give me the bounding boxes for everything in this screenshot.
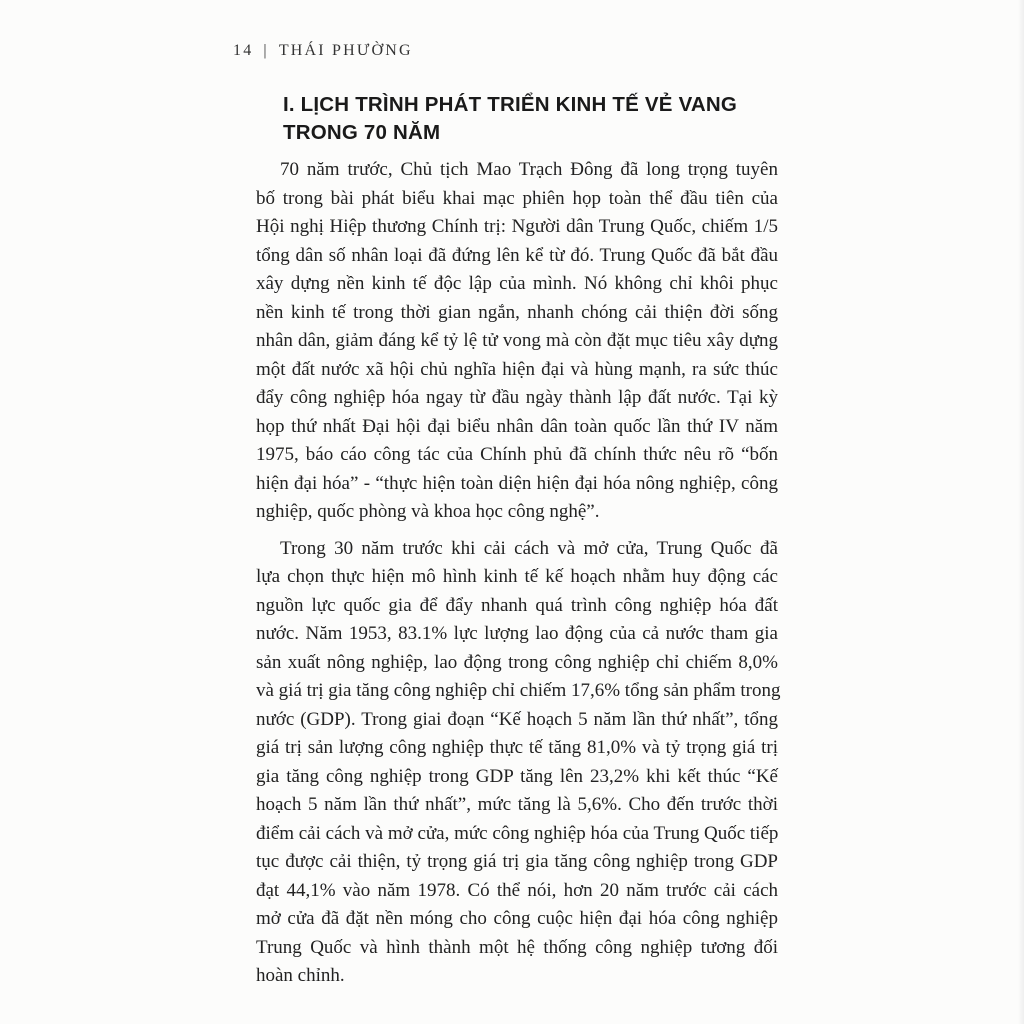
text-line: và giá trị gia tăng công nghiệp chỉ chiếm 17,6% tổng sản phẩm trong [256, 680, 781, 701]
header-separator: | [263, 42, 269, 59]
text-line: nhân dân, giảm đáng kể tỷ lệ tử vong mà còn đặt mục tiêu xây dựng [256, 330, 778, 351]
section-heading-line-1: I. LỊCH TRÌNH PHÁT TRIỂN KINH TẾ VẺ VANG [283, 93, 738, 116]
text-line: nền kinh tế trong thời gian ngắn, nhanh chóng cải thiện đời sống [256, 301, 778, 323]
section-heading [283, 91, 783, 147]
paragraph [256, 156, 778, 527]
text-line: đạt 44,1% vào năm 1978. Có thể nói, hơn 20 năm trước cải cách [256, 879, 778, 901]
text-line: xây dựng nền kinh tế độc lập của mình. Nó không chỉ khôi phục [256, 273, 778, 294]
text-line: Trung Quốc và hình thành một hệ thống công nghiệp tương đối [256, 936, 778, 958]
text-line: một đất nước xã hội chủ nghĩa hiện đại và hùng mạnh, ra sức thúc [256, 358, 778, 380]
text-line: điểm cải cách và mở cửa, mức công nghiệp hóa của Trung Quốc tiếp [256, 822, 779, 844]
text-line: 1975, báo cáo công tác của Chính phủ đã chính thức nêu rõ “bốn [256, 444, 778, 465]
running-header [233, 42, 413, 60]
text-line: nguồn lực quốc gia để đẩy nhanh quá trình công nghiệp hóa đất [256, 594, 778, 616]
author-name: THÁI PHƯỜNG [278, 42, 413, 59]
text-line: tổng dân số nhân loại đã đứng lên kể từ đó. Trung Quốc đã bắt đầu [256, 244, 778, 266]
page-edge-shadow [1018, 0, 1024, 1024]
text-line: hiện đại hóa” - “thực hiện toàn diện hiện đại hóa nông nghiệp, công [256, 472, 778, 494]
text-line: Trong 30 năm trước khi cải cách và mở cửa, Trung Quốc đã [280, 537, 778, 559]
page-number: 14 [233, 42, 254, 59]
text-line: lựa chọn thực hiện mô hình kinh tế kế hoạch nhằm huy động các [256, 566, 778, 587]
text-line: tục được cải thiện, tỷ trọng giá trị gia tăng công nghiệp trong GDP [256, 851, 778, 872]
section-heading-line-2: TRONG 70 NĂM [283, 121, 441, 144]
text-line: giá trị sản lượng công nghiệp thực tế tăng 81,0% và tỷ trọng giá trị [256, 737, 778, 758]
body-text [256, 156, 781, 991]
text-line: hoàn chỉnh. [256, 965, 345, 986]
text-line: nước. Năm 1953, 83.1% lực lượng lao động của cả nước tham gia [256, 623, 778, 644]
text-line: 70 năm trước, Chủ tịch Mao Trạch Đông đã long trọng tuyên [280, 159, 778, 180]
text-line: đẩy công nghiệp hóa ngay từ đầu ngày thành lập đất nước. Tại kỳ [256, 387, 778, 408]
text-line: Hội nghị Hiệp thương Chính trị: Người dân Trung Quốc, chiếm 1/5 [256, 216, 778, 237]
text-line: bố trong bài phát biểu khai mạc phiên họp toàn thể đầu tiên của [256, 187, 778, 209]
text-line: hoạch 5 năm lần thứ nhất”, mức tăng là 5,6%. Cho đến trước thời [256, 794, 778, 815]
text-line: nghiệp, quốc phòng và khoa học công nghệ”. [256, 501, 600, 522]
text-line: sản xuất nông nghiệp, lao động trong công nghiệp chỉ chiếm 8,0% [256, 651, 778, 673]
text-line: họp thứ nhất Đại hội đại biểu nhân dân toàn quốc lần thứ IV năm [256, 415, 778, 437]
text-line: nước (GDP). Trong giai đoạn “Kế hoạch 5 năm lần thứ nhất”, tổng [256, 708, 778, 730]
paragraph [256, 535, 781, 991]
text-line: mở cửa đã đặt nền móng cho công cuộc hiện đại hóa công nghiệp [256, 908, 778, 929]
text-line: gia tăng công nghiệp trong GDP tăng lên 23,2% khi kết thúc “Kế [256, 765, 778, 787]
